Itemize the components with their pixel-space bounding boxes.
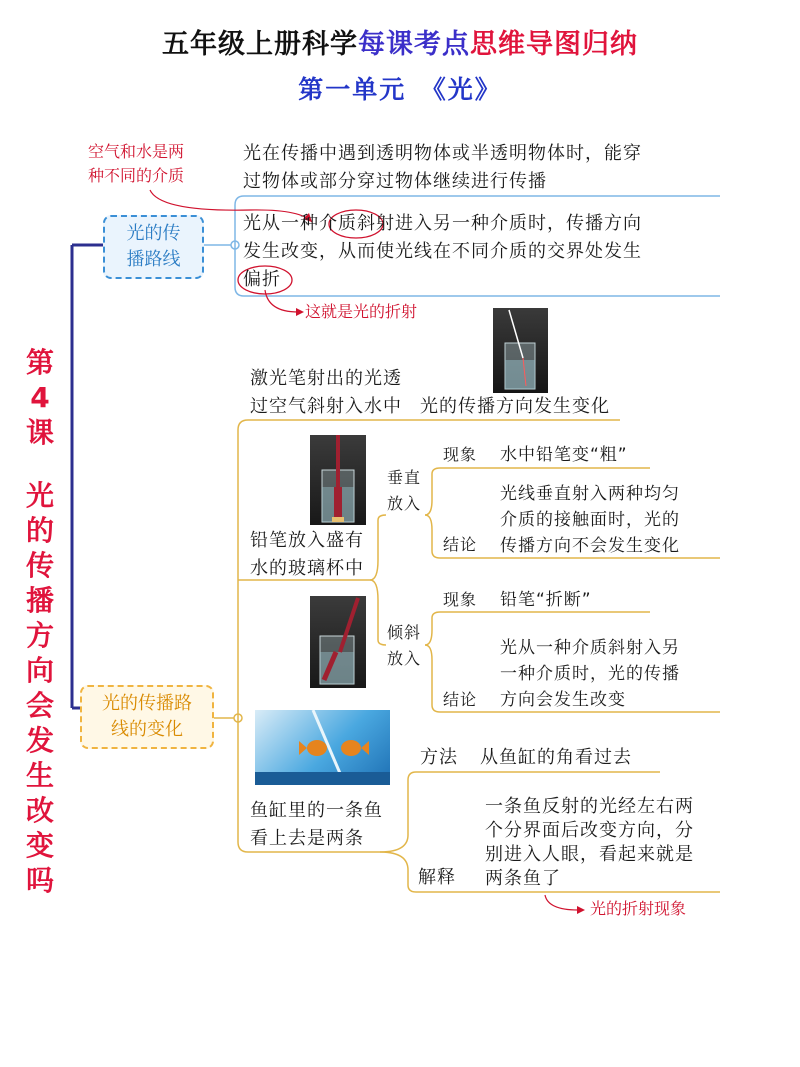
refraction-note-arrowhead: [296, 308, 304, 316]
lesson-title: [20, 345, 60, 898]
conclusion-line: 传播方向不会发生变化: [500, 536, 680, 556]
refraction-phenomenon-arrowhead: [577, 906, 585, 914]
vertical-insert: [387, 465, 421, 517]
lesson-name-char: 播: [25, 584, 54, 617]
laser-line-text: 过空气斜射入水中: [250, 396, 402, 417]
fact-line: 发生改变，从而使光线在不同介质的交界处发生: [243, 241, 642, 262]
lesson-name-char: 改: [25, 794, 54, 827]
vertical-insert-line: 垂直: [387, 468, 422, 487]
fish-line-text: 鱼缸里的一条鱼: [250, 800, 383, 821]
fact-line: 光从一种介质斜射进入另一种介质时，传播方向: [243, 213, 642, 234]
note-refraction: 这就是光的折射: [305, 302, 418, 321]
title-segment-mindmap: 思维导图归纳: [470, 29, 638, 60]
tilted-insert: [387, 620, 421, 672]
method: 从鱼缸的角看过去: [480, 747, 632, 768]
lesson-name-char: 方: [25, 619, 54, 652]
fact-refraction: [243, 210, 642, 294]
lesson-name-char: 生: [25, 759, 54, 792]
vertical-conclusion-label: 结论: [443, 535, 478, 554]
fact-line: 偏折: [243, 269, 281, 290]
refraction-phenomenon-arrow: [545, 895, 578, 910]
explain-label: 解释: [418, 867, 456, 888]
branch-label-line: 线的变化: [111, 719, 183, 740]
conclusion-line: 介质的接触面时，光的: [500, 510, 680, 530]
method-label: 方法: [420, 747, 458, 768]
note-refraction-phenomenon: 光的折射现象: [590, 899, 687, 918]
fish-line-text: 看上去是两条: [250, 828, 364, 849]
fish-tank-photo: [255, 710, 390, 785]
conclusion-line: 方向会发生改变: [500, 690, 626, 710]
vertical-conclusion: [500, 481, 680, 559]
pencil-line-text: 水的玻璃杯中: [250, 558, 364, 579]
pencil-line-text: 铅笔放入盛有: [250, 530, 364, 551]
pencil-vertical-photo: [310, 435, 366, 525]
lesson-name-char: 会: [25, 689, 54, 722]
laser-glass-illustration: [493, 308, 548, 393]
branch-label-line: 光的传播路: [102, 693, 192, 714]
lesson-name-char: 光: [25, 479, 54, 512]
lesson-name-char: 吗: [25, 864, 54, 897]
explain-line-text: 别进入人眼，看起来就是: [485, 844, 694, 865]
pencil-tilted-photo: [310, 596, 366, 688]
branch-label-line: 光的传: [126, 223, 181, 244]
fact-line: 过物体或部分穿过物体继续进行传播: [243, 171, 547, 192]
note-line: 空气和水是两: [88, 142, 185, 161]
fish-tank-illustration: [255, 710, 390, 785]
lesson-name-char: 传: [25, 549, 54, 582]
conclusion-line: 光线垂直射入两种均匀: [500, 484, 680, 504]
laser-experiment: [250, 365, 402, 421]
pencil-tilted-illustration: [310, 596, 366, 688]
vertical-insert-line: 放入: [387, 494, 422, 513]
pencil-vertical-illustration: [310, 435, 366, 525]
fish-experiment: [250, 797, 383, 853]
vertical-phenomenon: 水中铅笔变“粗”: [500, 445, 628, 465]
tilted-conclusion-label: 结论: [443, 690, 478, 709]
explain-line-text: 个分界面后改变方向，分: [485, 820, 694, 841]
lesson-name-char: 的: [25, 514, 54, 547]
branch-light-path-change: [80, 685, 214, 749]
tilted-phenomenon: 铅笔“折断”: [500, 590, 592, 610]
lesson-name: [20, 478, 60, 898]
lesson-name-char: 发: [25, 724, 54, 757]
note-media: [88, 140, 184, 188]
tilted-insert-line: 倾斜: [387, 623, 422, 642]
branch-light-path: [103, 215, 204, 279]
vertical-connector: [370, 515, 386, 580]
pencil-experiment: [250, 527, 364, 583]
title-segment-grade: 五年级上册科学: [162, 29, 358, 60]
conclusion-line: 光从一种介质斜射入另: [500, 638, 680, 658]
vertical-phenomenon-label: 现象: [443, 445, 478, 464]
lesson-number-char: 4: [30, 381, 50, 414]
page-subtitle: 第一单元 《光》: [298, 75, 502, 104]
tilted-phenomenon-label: 现象: [443, 590, 478, 609]
fact-transparent: [243, 140, 642, 196]
laser-line-text: 激光笔射出的光透: [250, 368, 402, 389]
laser-result: 光的传播方向发生变化: [420, 396, 610, 417]
tilted-insert-line: 放入: [387, 649, 422, 668]
explain: [485, 795, 694, 891]
laser-experiment-photo: [493, 308, 548, 393]
fact-line: 光在传播中遇到透明物体或半透明物体时，能穿: [243, 143, 642, 164]
lesson-number-char: 课: [25, 416, 54, 449]
conclusion-line: 一种介质时，光的传播: [500, 664, 680, 684]
title-segment-keypoints: 每课考点: [358, 29, 470, 60]
tilted-conclusion: [500, 635, 680, 713]
note-line: 种不同的介质: [88, 166, 185, 185]
explain-line-text: 一条鱼反射的光经左右两: [485, 796, 694, 817]
lesson-name-char: 向: [25, 654, 54, 687]
branch-label-line: 播路线: [126, 249, 181, 270]
tilted-connector: [370, 580, 386, 645]
lesson-number: [20, 345, 60, 450]
lesson-number-char: 第: [25, 346, 54, 379]
lesson-name-char: 变: [25, 829, 54, 862]
explain-line-text: 两条鱼了: [485, 868, 561, 889]
